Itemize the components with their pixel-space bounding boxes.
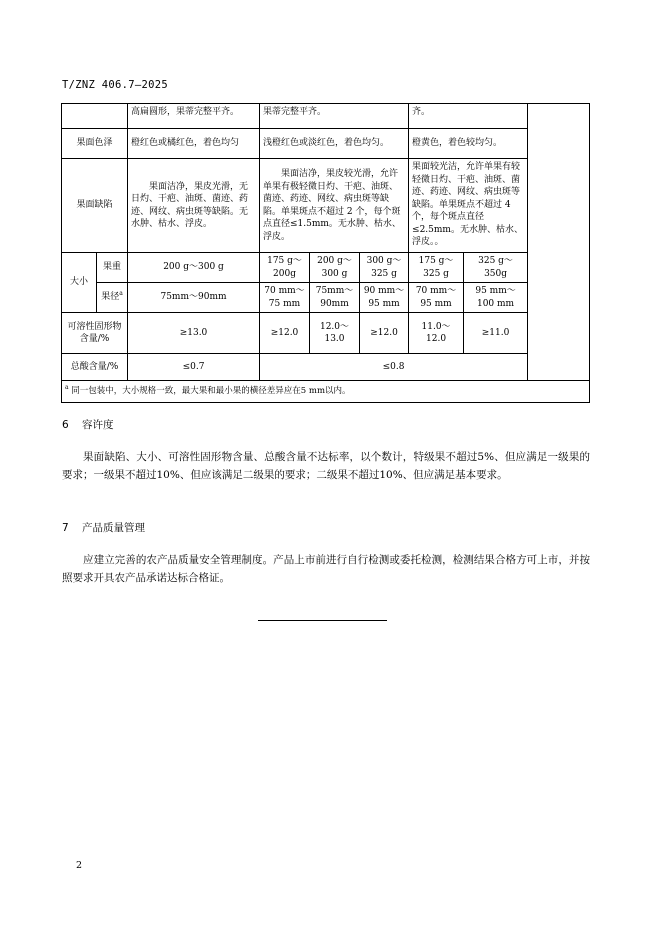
row-label-color: 果面色泽 [62,129,128,159]
row-label-acid: 总酸含量/% [62,354,128,381]
footnote-mark: a [65,384,69,392]
defect-second: 果面较光洁，允许单果有较轻微日灼、干疤、油斑、菌迹、药迹、网纹、病虫斑等缺陷。单果斑点不超过 4 个，每个斑点直径≤2.5mm。无水肿、枯水、浮皮。。 [409,159,528,253]
section-6-number: 6 [62,419,69,431]
section-6-title: 容许度 [82,419,114,431]
solids-first-3: ≥12.0 [360,313,409,354]
table-footnote [62,381,590,403]
diameter-footnote-mark: a [119,290,123,298]
solids-special: ≥13.0 [128,313,260,354]
row-label-shape [62,104,128,129]
row-label-size: 大小 [62,253,97,313]
weight-first-1: 175 g～200g [260,253,310,283]
table-row [62,129,590,159]
diameter-label-cell [97,283,128,313]
grading-table [61,103,590,403]
solids-first-2: 12.0～13.0 [310,313,360,354]
section-7-heading [62,520,145,535]
weight-second-2: 325 g～350g [464,253,528,283]
diameter-first-1: 70 mm～75 mm [260,283,310,313]
diameter-label: 果径 [101,292,120,303]
table-row [62,104,590,129]
color-second: 橙黄色，着色较均匀。 [409,129,528,159]
page-number: 2 [76,860,83,871]
table-row [62,381,590,403]
diameter-first-3: 90 mm～95 mm [360,283,409,313]
acid-other-grades: ≤0.8 [260,354,528,381]
shape-special: 高扁圆形，果蒂完整平齐。 [128,104,260,129]
color-special: 橙红色或橘红色，着色均匀 [128,129,260,159]
table-row [62,283,590,313]
weight-second-1: 175 g～325 g [409,253,464,283]
diameter-second-1: 70 mm～95 mm [409,283,464,313]
solids-second-1: 11.0～12.0 [409,313,464,354]
defect-first: 果面洁净，果皮较光滑，允许单果有极轻微日灼、干疤、油斑、菌迹、药迹、网纹、病虫斑等缺陷。单果斑点不超过 2 个，每个斑点直径≤1.5mm。无水肿、枯水、浮皮。 [260,159,409,253]
diameter-first-2: 75mm～90mm [310,283,360,313]
table-row [62,354,590,381]
solids-first-1: ≥12.0 [260,313,310,354]
table-row [62,253,590,283]
row-label-solids: 可溶性固形物含量/% [62,313,128,354]
defect-special: 果面洁净，果皮光滑，无日灼、干疤、油斑、菌迹、药迹、网纹、病虫斑等缺陷。无水肿、枯水、浮皮。 [128,159,260,253]
section-7-number: 7 [62,522,69,534]
color-first: 浅橙红色或淡红色，着色均匀。 [260,129,409,159]
solids-second-2: ≥11.0 [464,313,528,354]
diameter-special: 75mm～90mm [128,283,260,313]
section-7-title: 产品质量管理 [82,522,145,534]
section-6-paragraph: 果面缺陷、大小、可溶性固形物含量、总酸含量不达标率，以个数计，特级果不超过5%、但应满足一级果的要求；一级果不超过10%、但应该满足二级果的要求；二级果不超过10%、但应满足基本要求。 [62,451,590,481]
shape-second: 齐。 [409,104,528,129]
weight-label: 果重 [97,253,128,283]
weight-first-3: 300 g～325 g [360,253,409,283]
blank-column [528,104,590,381]
weight-first-2: 200 g～300 g [310,253,360,283]
row-label-defect: 果面缺陷 [62,159,128,253]
table-row [62,159,590,253]
standard-number: T/ZNZ 406.7—2025 [62,79,168,91]
shape-first: 果蒂完整平齐。 [260,104,409,129]
end-rule [258,620,387,621]
footnote-text: 同一包装中，大小规格一致，最大果和最小果的横径差异应在5 mm以内。 [71,386,351,397]
section-6-heading [62,417,114,432]
weight-special: 200 g～300 g [128,253,260,283]
diameter-second-2: 95 mm～100 mm [464,283,528,313]
table-row [62,313,590,354]
section-7-paragraph: 应建立完善的农产品质量安全管理制度。产品上市前进行自行检测或委托检测，检测结果合格方可上市，并按照要求开具农产品承诺达标合格证。 [62,554,590,584]
acid-special: ≤0.7 [128,354,260,381]
